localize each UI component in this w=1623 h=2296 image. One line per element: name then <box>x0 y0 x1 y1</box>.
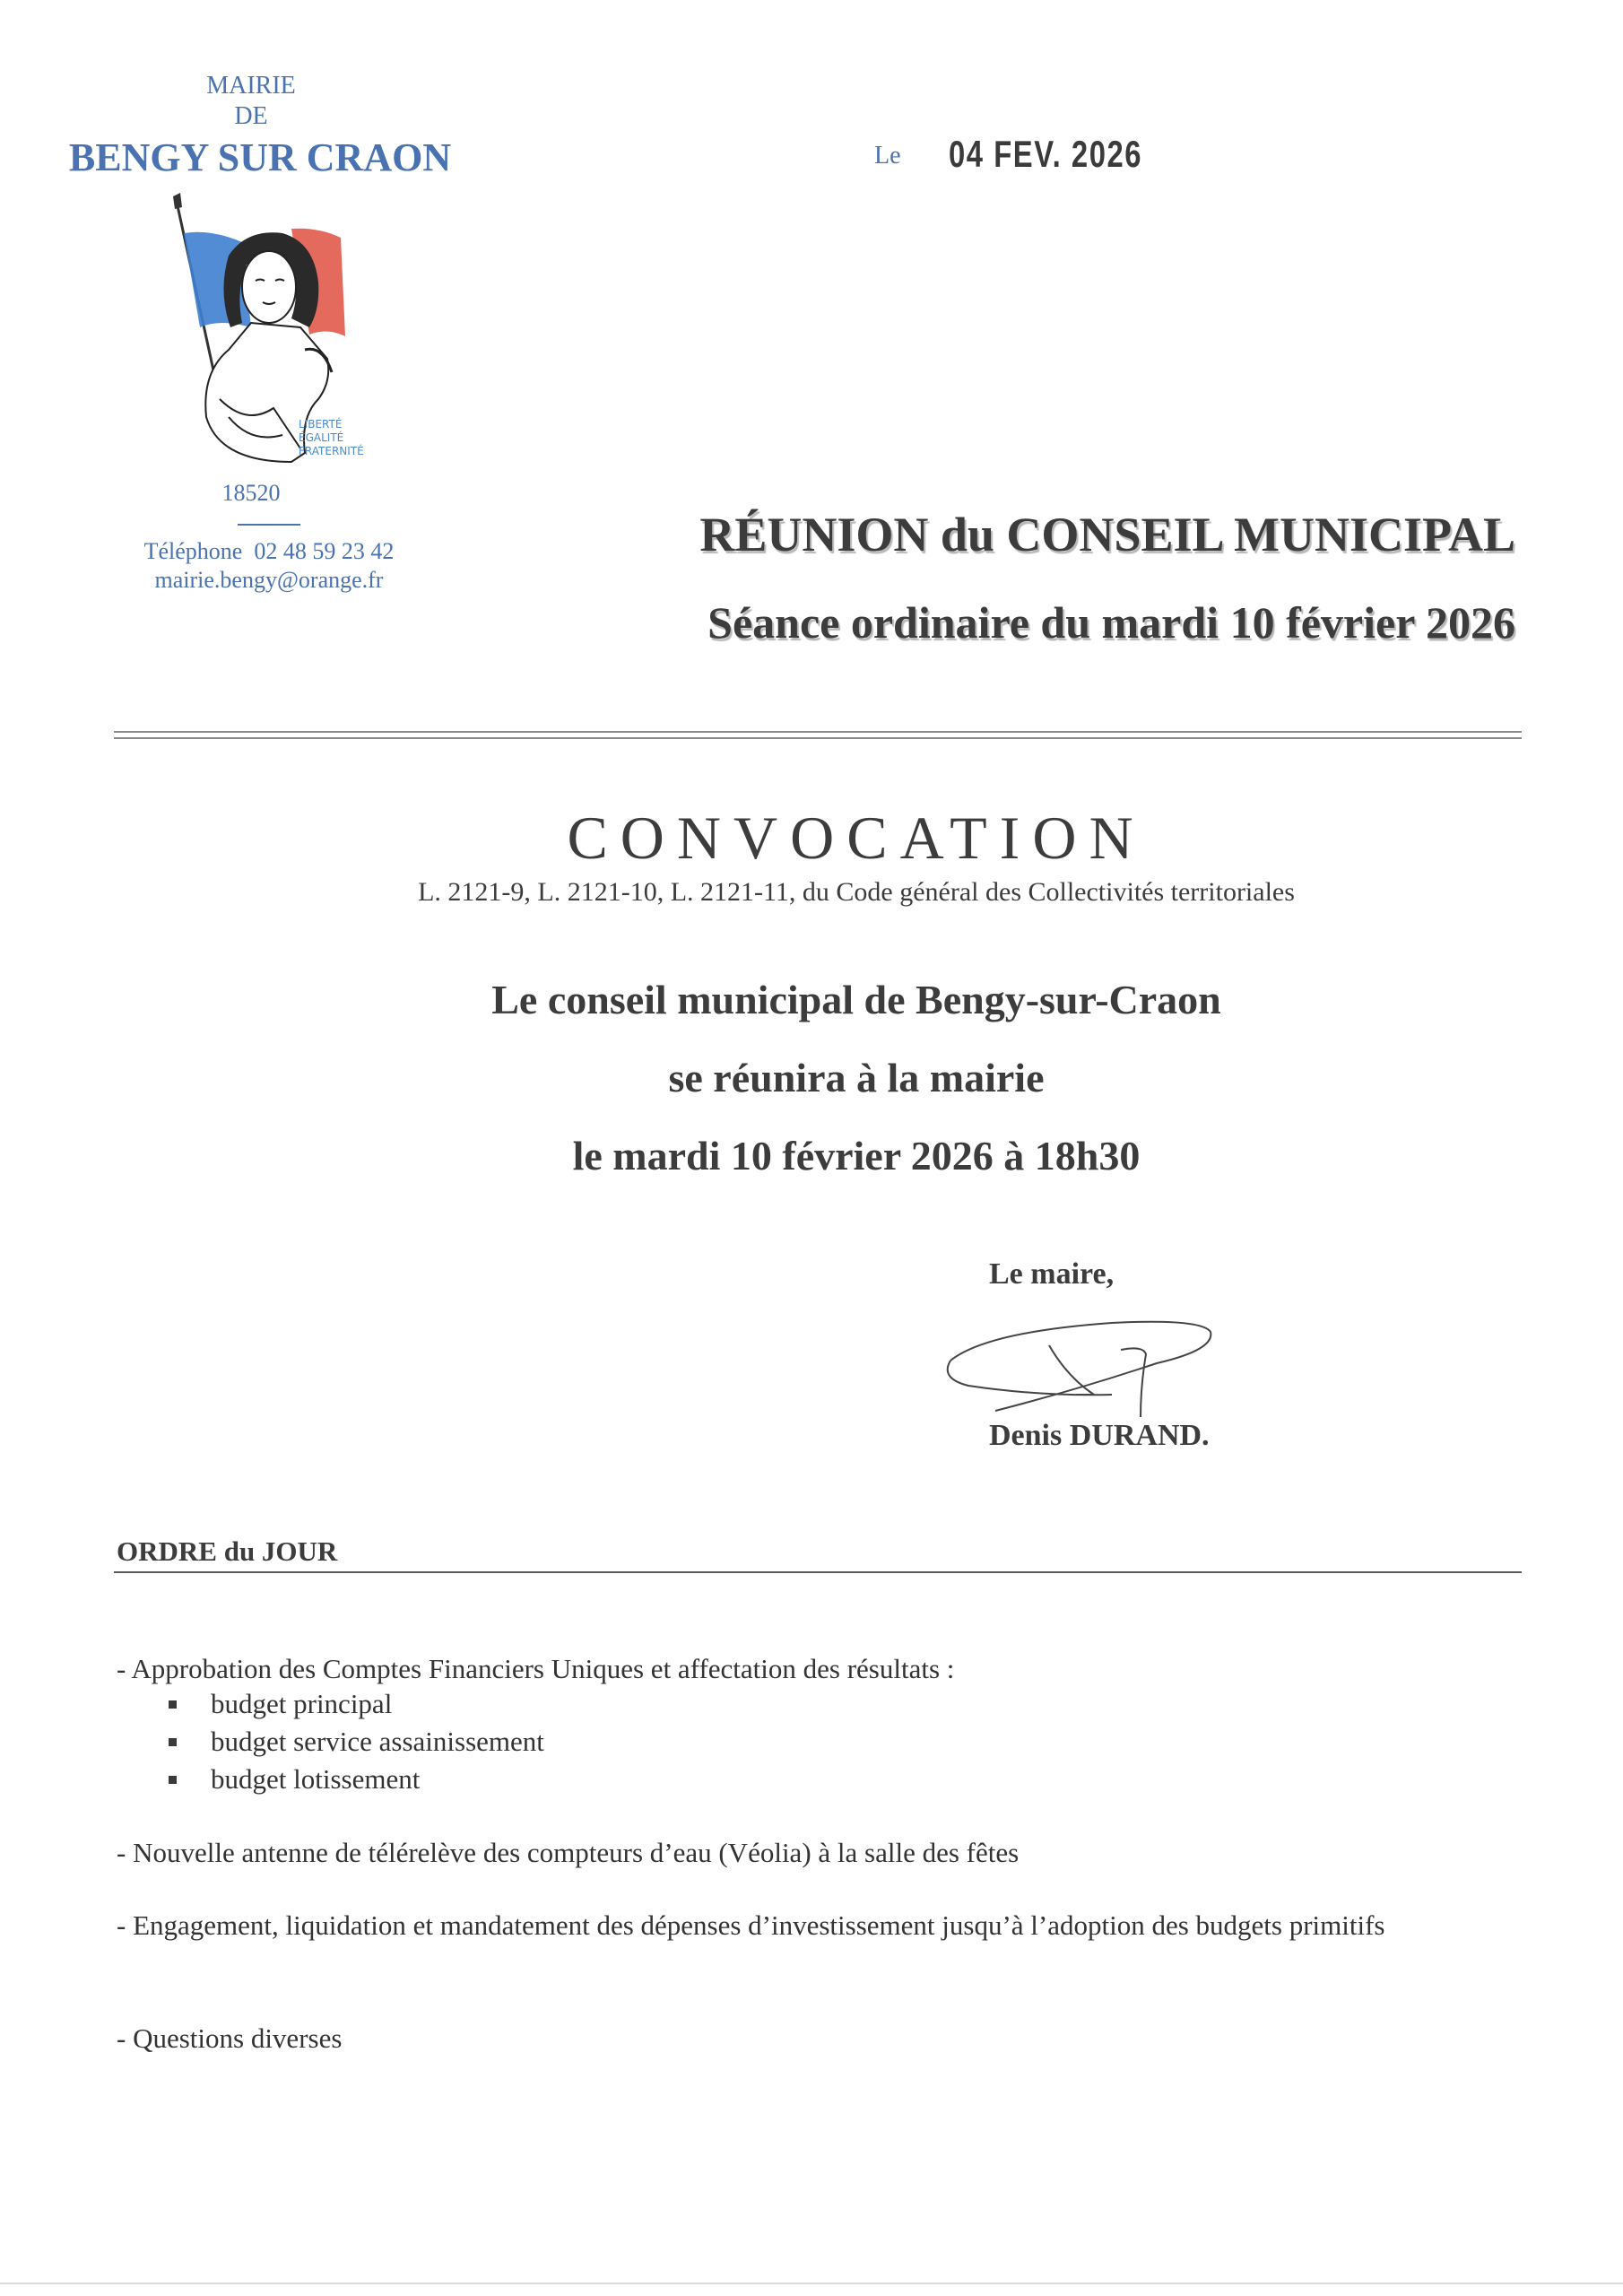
agenda-sub-item-label: budget lotissement <box>211 1763 421 1795</box>
handwritten-signature <box>933 1305 1237 1431</box>
square-bullet-icon <box>169 1776 177 1784</box>
letterhead-mairie: MAIRIE <box>206 72 296 100</box>
marianne-logo <box>166 193 399 480</box>
convocation-line-2: se réunira à la mairie <box>668 1055 1045 1100</box>
agenda-heading: ORDRE du JOUR <box>117 1535 338 1567</box>
date-stamp: 04 FEV. 2026 <box>949 133 1143 175</box>
phone-number: 02 48 59 23 42 <box>254 538 395 564</box>
agenda-item: - Engagement, liquidation et mandatement des dépenses d’investissement jusqu’à l’adoption des budgets primitifs <box>117 1909 1385 1941</box>
signatory-name: Denis DURAND. <box>989 1419 1210 1452</box>
agenda-item: - Approbation des Comptes Financiers Uniques et affectation des résultats : <box>117 1653 955 1684</box>
signatory-role: Le maire, <box>989 1257 1115 1291</box>
square-bullet-icon <box>169 1700 177 1709</box>
motto-fraternite: FRATERNITÉ <box>299 445 364 457</box>
marianne-face <box>242 251 296 323</box>
letterhead-de: DE <box>234 102 268 130</box>
header-divider <box>114 731 1522 739</box>
agenda-sub-item <box>169 1726 544 1758</box>
phone-line <box>90 538 448 565</box>
agenda-item: - Questions diverses <box>117 2022 343 2054</box>
flag-pole-tip <box>173 193 182 209</box>
agenda-sub-item <box>169 1763 420 1796</box>
convocation-title: CONVOCATION <box>567 804 1146 872</box>
agenda-sub-item <box>169 1688 392 1720</box>
agenda-item: - Nouvelle antenne de télérelève des compteurs d’eau (Véolia) à la salle des fêtes <box>117 1837 1020 1868</box>
postal-code: 18520 <box>221 480 281 506</box>
agenda-sub-item-label: budget service assainissement <box>211 1726 544 1757</box>
motto-egalite: ÉGALITÉ <box>299 431 344 444</box>
agenda-divider <box>114 1571 1522 1573</box>
date-prefix: Le <box>874 142 901 170</box>
meeting-subtitle: Séance ordinaire du mardi 10 février 2026 <box>707 597 1515 648</box>
phone-label: Téléphone <box>143 538 243 564</box>
motto-liberte: LIBERTÉ <box>299 418 343 430</box>
postal-divider <box>238 524 300 526</box>
convocation-line-3: le mardi 10 février 2026 à 18h30 <box>572 1133 1141 1178</box>
letterhead-town-name: BENGY SUR CRAON <box>68 135 452 179</box>
agenda-sub-item-label: budget principal <box>211 1688 393 1719</box>
square-bullet-icon <box>169 1738 177 1746</box>
page-bottom-edge <box>0 2283 1623 2284</box>
legal-reference: L. 2121-9, L. 2121-10, L. 2121-11, du Code général des Collectivités territoriales <box>418 877 1295 907</box>
convocation-line-1: Le conseil municipal de Bengy-sur-Craon <box>491 977 1221 1022</box>
email-address: mairie.bengy@orange.fr <box>154 567 384 593</box>
meeting-title: RÉUNION du CONSEIL MUNICIPAL <box>699 508 1515 561</box>
